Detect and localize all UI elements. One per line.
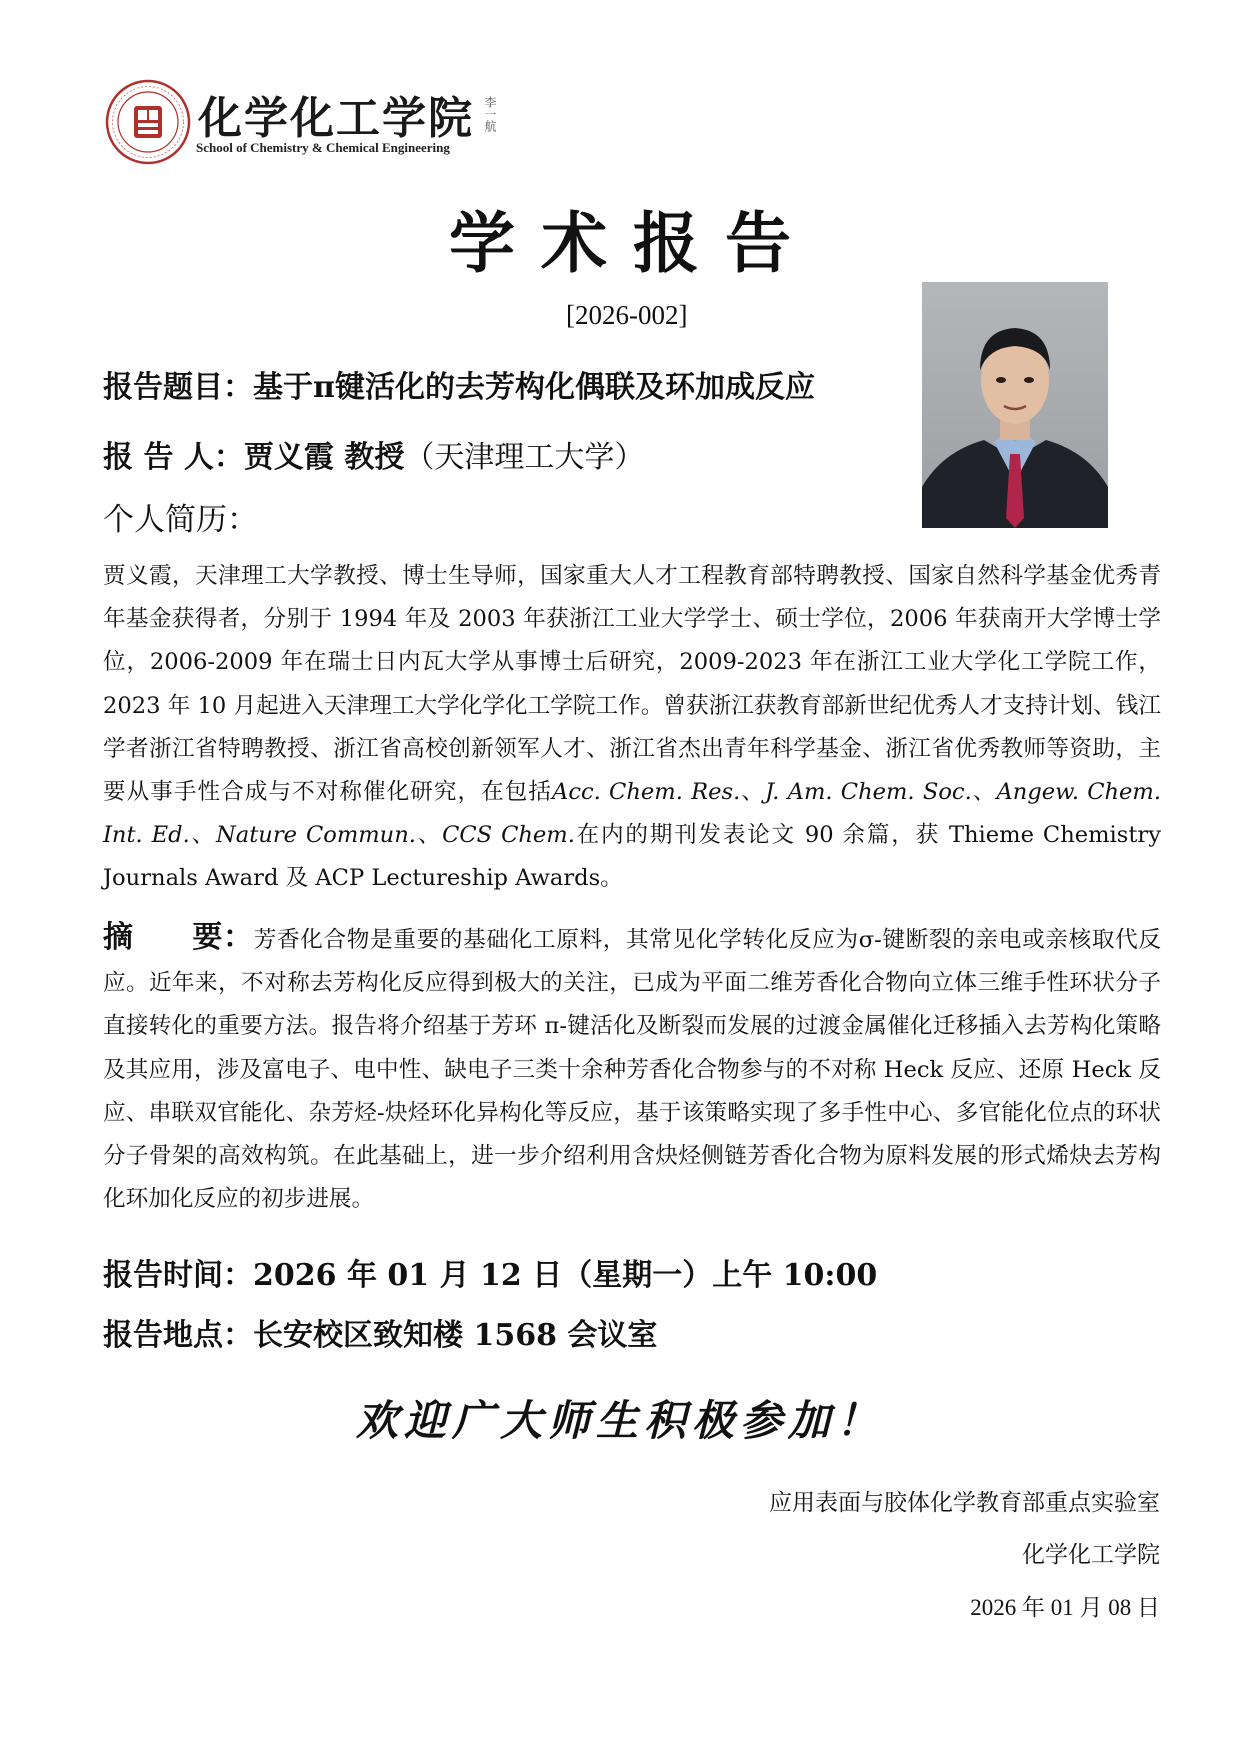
journal-name: CCS Chem. <box>442 822 575 849</box>
bio-paragraph <box>103 555 1161 901</box>
speaker-name: 贾义霞 教授 <box>243 440 405 475</box>
journal-separator: 、 <box>740 779 765 806</box>
school-seal-logo <box>104 78 192 166</box>
abstract-label-b: 要： <box>191 920 254 955</box>
bio-heading: 个人简历： <box>103 502 258 538</box>
talk-title: 基于π键活化的去芳构化偶联及环加成反应 <box>253 370 815 405</box>
talk-time-line <box>103 1250 877 1294</box>
abstract-paragraph <box>103 916 1161 1221</box>
bio-text-end: 在内的期刊发表论文 90 余篇，获 Thieme Chemistry Journals Award 及 ACP Lectureship Awards。 <box>103 822 1161 892</box>
talk-place-label: 报告地点： <box>103 1318 253 1353</box>
welcome-message: 欢迎广大师生积极参加！ <box>355 1396 884 1445</box>
document-title: 学术报告 <box>449 204 817 282</box>
speaker-line <box>103 432 644 476</box>
journal-name: Angew. Chem. Int. Ed. <box>103 779 1162 849</box>
journal-separator: 、 <box>415 822 443 849</box>
school-name-en: School of Chemistry & Chemical Engineering <box>196 140 450 155</box>
organizer-school: 化学化工学院 <box>1022 1542 1160 1568</box>
speaker-affiliation: （天津理工大学） <box>404 440 645 475</box>
calligraphy-signature: 李一航 <box>483 96 497 132</box>
abstract-label <box>103 920 254 955</box>
abstract-text: 芳香化合物是重要的基础化工原料，其常见化学转化反应为σ-键断裂的亲电或亲核取代反应。近年来，不对称去芳构化反应得到极大的关注，已成为平面二维芳香化合物向立体三维手性环状分子直接转化的重要方法。报告将介绍基于芳环 π-键活化及断裂而发展的过渡金属催化迁移插入去芳构化策略及其应用，涉及富电子、电中性、缺电子三类十余种芳香化合物参与的不对称 Heck 反应、还原 Heck 反应、串联双官能化、杂芳烃-炔烃环化异构化等反应，基于该策略实现了多手性中心、多官能化位点的环状分子骨架的高效构筑。在此基础上，进一步介绍利用含炔烃侧链芳香化合物为原料发展的形式烯炔去芳构化环加化反应的初步进展。 <box>103 927 1162 1213</box>
journal-name: Acc. Chem. Res. <box>552 779 741 806</box>
talk-place: 长安校区致知楼 1568 会议室 <box>253 1318 658 1353</box>
journal-separator: 、 <box>971 779 997 806</box>
organizer-lab: 应用表面与胶体化学教育部重点实验室 <box>769 1490 1160 1516</box>
talk-title-label: 报告题目： <box>103 370 253 405</box>
journal-separator: 、 <box>189 822 216 849</box>
talk-time: 2026 年 01 月 12 日（星期一）上午 10:00 <box>253 1258 878 1293</box>
talk-place-line <box>103 1310 657 1354</box>
journal-name: Nature Commun. <box>215 822 416 849</box>
journal-name: J. Am. Chem. Soc. <box>764 779 972 806</box>
speaker-photo <box>922 282 1108 528</box>
speaker-portrait-image <box>922 282 1108 528</box>
speaker-label: 报 告 人： <box>103 440 244 475</box>
abstract-label-a: 摘 <box>103 920 134 955</box>
bio-text: 贾义霞，天津理工大学教授、博士生导师，国家重大人才工程教育部特聘教授、国家自然科学基金优秀青年基金获得者，分别于 1994 年及 2003 年获浙江工业大学学士、硕士学位，2006 年获南开大学博士学位，2006-2009 年在瑞士日内瓦大学从事博士后研究，2009-2023 年在浙江工业大学化工学院工作，2023 年 10 月起进入天津理工大学化学化工学院工作。曾获浙江获教育部新世纪优秀人才支持计划、钱江学者浙江省特聘教授、浙江省高校创新领军人才、浙江省杰出青年科学基金、浙江省优秀教师等资助，主要从事手性合成与不对称催化研究，在包括 <box>103 563 1161 806</box>
talk-time-label: 报告时间： <box>103 1258 253 1293</box>
talk-title-line <box>103 362 815 406</box>
report-number: [2026-002] <box>566 300 688 330</box>
issue-date: 2026 年 01 月 08 日 <box>970 1595 1160 1620</box>
school-name-cn: 化学化工学院 <box>198 93 474 144</box>
